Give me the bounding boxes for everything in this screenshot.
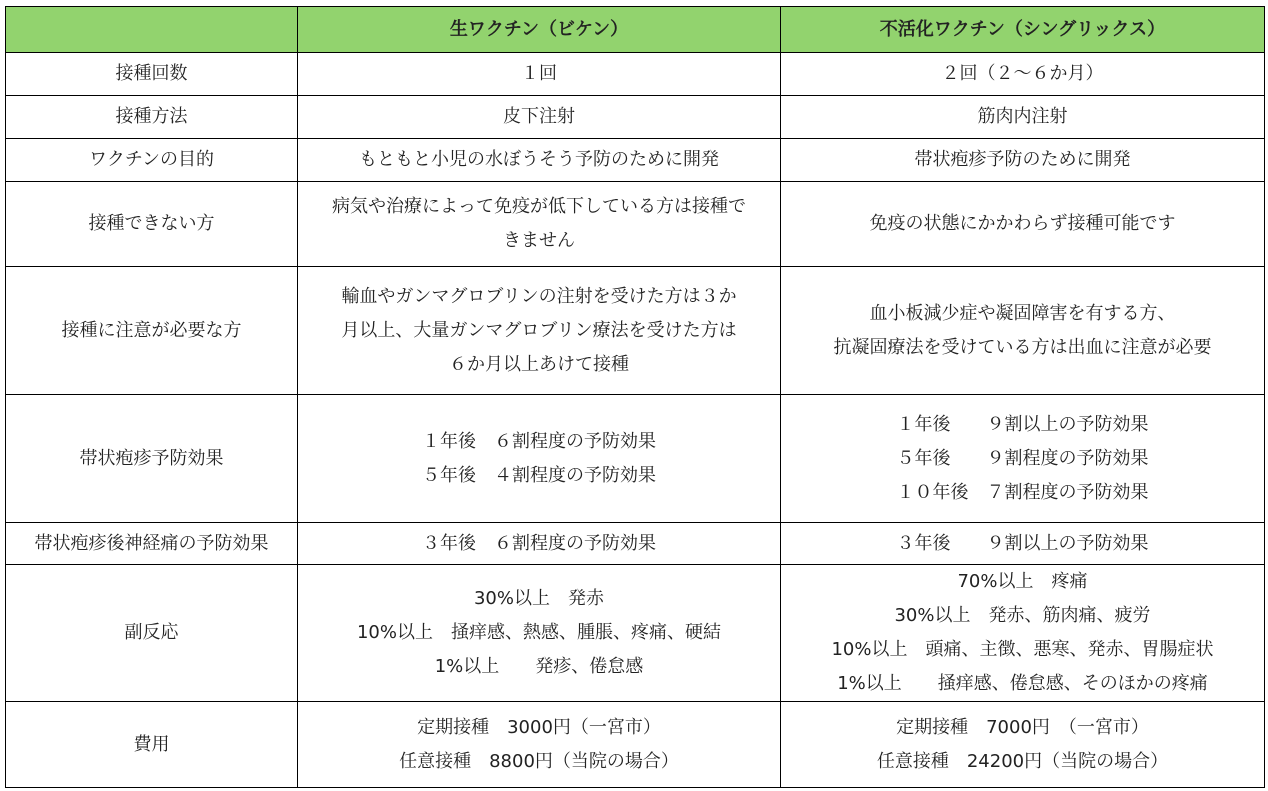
cell-line: １０年後 ７割程度の予防効果 [896,481,1149,503]
cell-line: ５年後 ４割程度の予防効果 [422,464,656,486]
cell-line: ２回（２～６か月） [941,63,1104,84]
cell-live-vaccine [298,96,781,139]
row-purpose [6,139,1265,182]
cell-inactivated-vaccine [781,565,1265,702]
header-row [6,7,1265,53]
cell-line: 病気や治療によって免疫が低下している方は接種で [332,196,746,217]
cell-inactivated-vaccine [781,139,1265,182]
header-corner [6,7,298,53]
row-caution [6,267,1265,395]
cell-line: もともと小児の水ぼうそう予防のために開発 [359,149,719,170]
cell-line: 輸血やガンマグロブリンの注射を受けた方は３か [341,285,737,307]
row-ineligible [6,182,1265,267]
cell-line: 30%以上 発赤、筋肉痛、疲労 [894,605,1151,626]
row-label: 副反応 [6,565,298,702]
row-efficacy [6,395,1265,523]
cell-line: 10%以上 掻痒感、熱感、腫脹、疼痛、硬結 [356,622,721,643]
cell-line: ６か月以上あけて接種 [449,353,629,375]
cell-line: 30%以上 発赤 [473,588,604,609]
cell-line: 帯状疱疹予防のために開発 [914,149,1131,170]
row-label: 帯状疱疹後神経痛の予防効果 [6,523,298,565]
cell-line: 1%以上 掻痒感、倦怠感、そのほかの疼痛 [837,673,1208,694]
cell-live-vaccine [298,53,781,96]
cell-live-vaccine [298,182,781,267]
row-label: 接種方法 [6,96,298,139]
row-doses [6,53,1265,96]
cell-line: 定期接種 7000円 （一宮市） [896,716,1149,738]
row-label: 接種回数 [6,53,298,96]
cell-line: 免疫の状態にかかわらず接種可能です [869,213,1176,234]
cell-line: 任意接種 24200円（当院の場合） [876,750,1169,772]
cell-live-vaccine [298,702,781,788]
cell-live-vaccine [298,395,781,523]
cell-line: １回 [521,63,557,84]
cell-live-vaccine [298,565,781,702]
cell-line: ３年後 ６割程度の予防効果 [422,532,656,554]
cell-line: 皮下注射 [503,106,575,127]
cell-line: 1%以上 発疹、倦怠感 [434,656,644,677]
cell-line: 筋肉内注射 [977,106,1068,127]
header-live-vaccine: 生ワクチン（ビケン） [298,7,781,53]
row-label: 費用 [6,702,298,788]
cell-line: きません [503,230,575,251]
cell-inactivated-vaccine [781,395,1265,523]
cell-line: ３年後 ９割以上の予防効果 [896,532,1149,554]
cell-line: 定期接種 3000円（一宮市） [417,716,661,738]
row-label: 接種できない方 [6,182,298,267]
header-inactivated-vaccine: 不活化ワクチン（シングリックス） [781,7,1265,53]
cell-inactivated-vaccine [781,53,1265,96]
vaccine-comparison-table [5,6,1265,788]
table-body [6,53,1265,788]
cell-line: 任意接種 8800円（当院の場合） [399,750,679,772]
cell-inactivated-vaccine [781,182,1265,267]
cell-live-vaccine [298,267,781,395]
row-label: 帯状疱疹予防効果 [6,395,298,523]
cell-inactivated-vaccine [781,96,1265,139]
cell-line: 月以上、大量ガンマグロブリン療法を受けた方は [341,319,737,341]
cell-line: ５年後 ９割程度の予防効果 [896,447,1149,469]
row-label: ワクチンの目的 [6,139,298,182]
row-label: 接種に注意が必要な方 [6,267,298,395]
cell-live-vaccine [298,523,781,565]
cell-line: １年後 ６割程度の予防効果 [422,430,656,452]
row-phn-efficacy [6,523,1265,565]
cell-line: 抗凝固療法を受けている方は出血に注意が必要 [833,336,1212,358]
cell-line: 血小板減少症や凝固障害を有する方、 [869,302,1176,324]
row-method [6,96,1265,139]
cell-inactivated-vaccine [781,267,1265,395]
cell-line: 10%以上 頭痛、主徴、悪寒、発赤、胃腸症状 [831,639,1214,660]
cell-inactivated-vaccine [781,523,1265,565]
row-side-effects [6,565,1265,702]
cell-line: １年後 ９割以上の予防効果 [896,413,1149,435]
cell-inactivated-vaccine [781,702,1265,788]
cell-live-vaccine [298,139,781,182]
row-cost [6,702,1265,788]
cell-line: 70%以上 疼痛 [957,571,1088,592]
